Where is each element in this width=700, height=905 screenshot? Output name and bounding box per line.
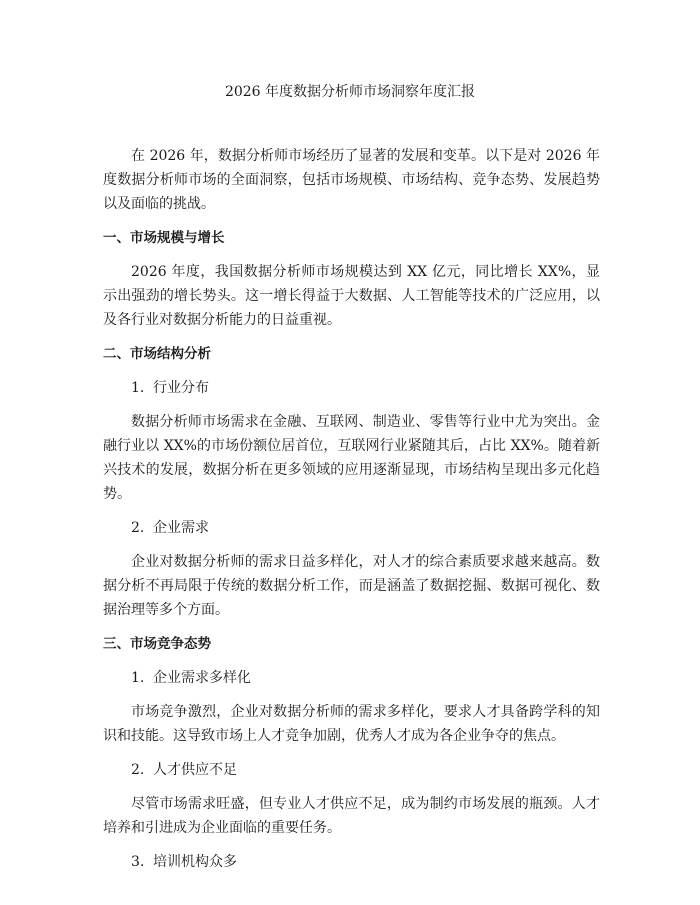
talent-shortage-paragraph: 尽管市场需求旺盛，但专业人才供应不足，成为制约市场发展的瓶颈。人才培养和引进成为企业面临的重要任务。: [103, 796, 600, 836]
industry-distribution-paragraph: 数据分析师市场需求在金融、互联网、制造业、零售等行业中尤为突出。金融行业以 XX%的市场份额位居首位，互联网行业紧随其后，占比 XX%。随着新兴技术的发展，数据分析在更多领域的应用逐渐显现，市场结构呈现出多元化趋势。: [103, 414, 600, 502]
subheading-label: 培训机构众多: [153, 854, 237, 870]
section-heading-market-size: 一、市场规模与增长: [103, 230, 225, 246]
subheading-number: 1.: [131, 670, 145, 686]
subheading-enterprise-demand: [103, 516, 600, 540]
subheading-number: 2.: [131, 762, 145, 778]
market-size-paragraph: 2026 年度，我国数据分析师市场规模达到 XX 亿元，同比增长 XX%，显示出强劲的增长势头。这一增长得益于大数据、人工智能等技术的广泛应用，以及各行业对数据分析能力的日益重视。: [103, 264, 600, 328]
subheading-number: 2.: [131, 520, 145, 536]
document-title: 2026 年度数据分析师市场洞察年度汇报: [224, 84, 476, 100]
intro-paragraph: 在 2026 年，数据分析师市场经历了显著的发展和变革。以下是对 2026 年度数据分析师市场的全面洞察，包括市场规模、市场结构、竞争态势、发展趋势以及面临的挑战。: [103, 148, 600, 212]
demand-diversification-paragraph: 市场竞争激烈，企业对数据分析师的需求多样化，要求人才具备跨学科的知识和技能。这导致市场上人才竞争加剧，优秀人才成为各企业争夺的焦点。: [103, 704, 600, 744]
subheading-training-institutions: [103, 850, 600, 874]
enterprise-demand-paragraph: 企业对数据分析师的需求日益多样化，对人才的综合素质要求越来越高。数据分析不再局限于传统的数据分析工作，而是涵盖了数据挖掘、数据可视化、数据治理等多个方面。: [103, 554, 600, 618]
section-heading-competition: 三、市场竞争态势: [103, 636, 211, 652]
subheading-label: 企业需求多样化: [153, 670, 251, 686]
subheading-talent-shortage: [103, 758, 600, 782]
document-body: [103, 144, 600, 884]
subheading-label: 企业需求: [153, 520, 209, 536]
subheading-number: 3.: [131, 854, 145, 870]
subheading-industry-distribution: [103, 376, 600, 400]
subheading-label: 行业分布: [153, 380, 209, 396]
section-heading-market-structure: 二、市场结构分析: [103, 346, 211, 362]
subheading-number: 1.: [131, 380, 145, 396]
subheading-label: 人才供应不足: [153, 762, 237, 778]
subheading-demand-diversification: [103, 666, 600, 690]
